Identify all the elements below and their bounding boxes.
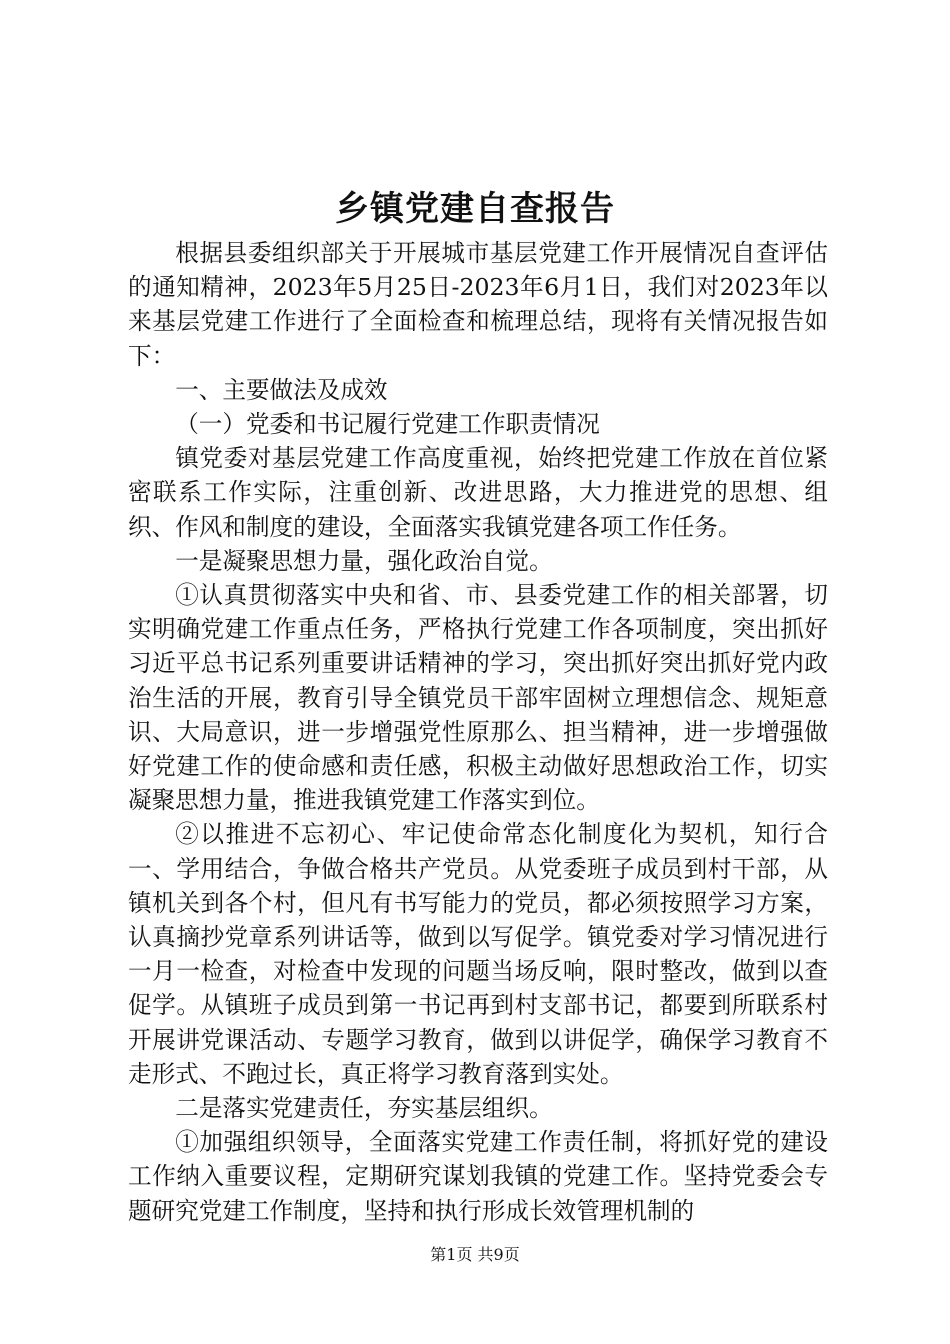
page-number-footer: 第1页 共9页 [430,1245,520,1264]
document-body [128,236,828,1228]
paragraph: ②以推进不忘初心、牢记使命常态化制度化为契机，知行合一、学用结合，争做合格共产党员。从党委班子成员到村干部，从镇机关到各个村，但凡有书写能力的党员，都必须按照学习方案，认真摘抄党章系列讲话等，做到以写促学。镇党委对学习情况进行一月一检查，对检查中发现的问题当场反响，限时整改，做到以查促学。从镇班子成员到第一书记再到村支部书记，都要到所联系村开展讲党课活动、专题学习教育，做到以讲促学，确保学习教育不走形式、不跑过长，真正将学习教育落到实处。 [128,820,828,1088]
section-heading: 一、主要做法及成效 [175,375,388,404]
paragraph-intro: 根据县委组织部关于开展城市基层党建工作开展情况自查评估的通知精神，2023年5月25日-2023年6月1日，我们对2023年以来基层党建工作进行了全面检查和梳理总结，现将有关情况报告如下： [128,239,828,370]
document-title: 乡镇党建自查报告 [335,189,615,229]
point-heading: 二是落实党建责任，夯实基层组织。 [175,1094,553,1123]
paragraph: ①认真贯彻落实中央和省、市、县委党建工作的相关部署，切实明确党建工作重点任务，严格执行党建工作各项制度，突出抓好习近平总书记系列重要讲话精神的学习，突出抓好突出抓好党内政治生活的开展，教育引导全镇党员干部牢固树立理想信念、规矩意识、大局意识，进一步增强党性原那么、担当精神，进一步增强做好党建工作的使命感和责任感，积极主动做好思想政治工作，切实凝聚思想力量，推进我镇党建工作落实到位。 [128,581,828,815]
subsection-heading: （一）党委和书记履行党建工作职责情况 [175,410,600,439]
paragraph: 镇党委对基层党建工作高度重视，始终把党建工作放在首位紧密联系工作实际，注重创新、改进思路，大力推进党的思想、组织、作风和制度的建设，全面落实我镇党建各项工作任务。 [128,444,828,541]
paragraph: ①加强组织领导，全面落实党建工作责任制，将抓好党的建设工作纳入重要议程，定期研究谋划我镇的党建工作。坚持党委会专题研究党建工作制度，坚持和执行形成长效管理机制的 [128,1128,828,1225]
point-heading: 一是凝聚思想力量，强化政治自觉。 [175,546,553,575]
